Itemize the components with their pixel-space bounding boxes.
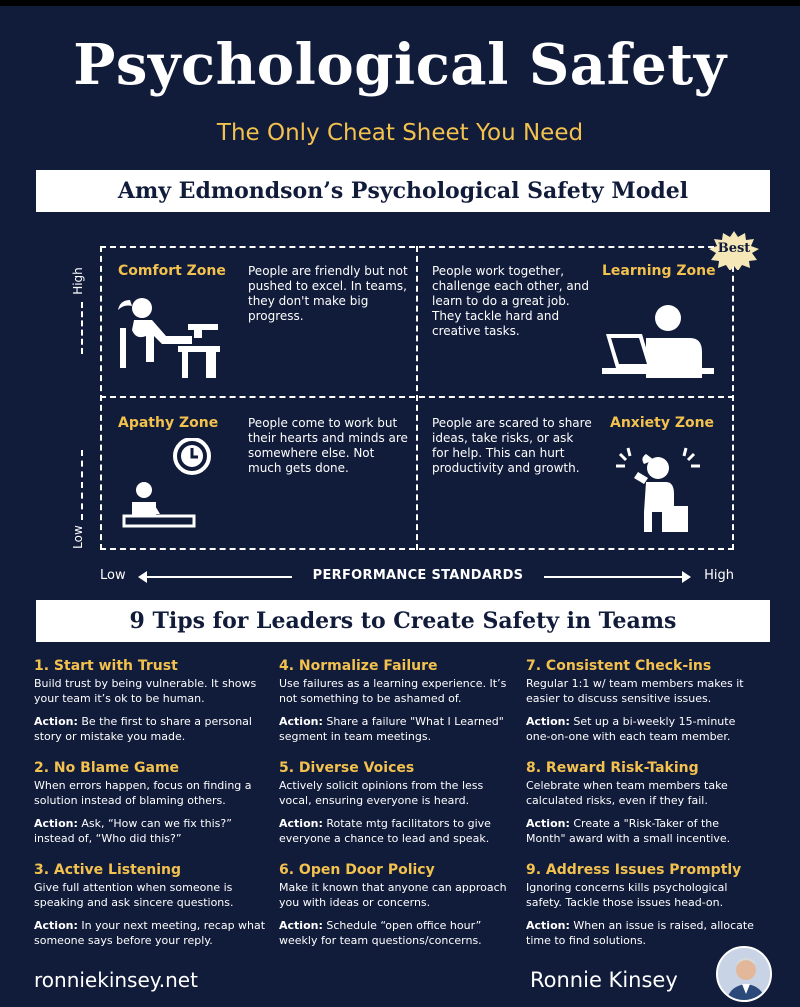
tip-action-label: Action: [279, 919, 323, 932]
tips-heading: 9 Tips for Leaders to Create Safety in Teams [36, 600, 770, 642]
tip-action [279, 918, 511, 948]
author-name: Ronnie Kinsey [530, 968, 678, 992]
tip-action [34, 714, 266, 744]
author-portrait-icon [718, 948, 772, 1002]
tip-4 [279, 658, 511, 744]
stressed-person-icon [614, 440, 706, 536]
y-axis-high: High [70, 267, 85, 295]
tip-action-label: Action: [279, 817, 323, 830]
laptop-worker-icon [600, 294, 718, 380]
y-axis-line-top [81, 302, 83, 354]
tip-body: Celebrate when team members take calculated risks, even if they fail. [526, 779, 728, 807]
tip-action [279, 714, 511, 744]
tip-9 [526, 862, 758, 948]
page-subtitle: The Only Cheat Sheet You Need [216, 120, 584, 146]
anxiety-zone-text: People are scared to share ideas, take risks, or ask for help. This can hurt productivity and growth. [432, 416, 592, 475]
tip-action [526, 714, 758, 744]
tip-body: Ignoring concerns kills psychological safety. Tackle those issues head-on. [526, 881, 728, 909]
comfort-zone-text: People are friendly but not pushed to excel. In teams, they don't make big progress. [248, 264, 408, 323]
tip-action-text: Set up a bi-weekly 15-minute one-on-one with each team member. [526, 715, 736, 743]
x-axis-label: PERFORMANCE STANDARDS [312, 568, 524, 583]
tip-body: Build trust by being vulnerable. It shows your team it’s ok to be human. [34, 677, 257, 705]
tip-action-text: Schedule “open office hour” weekly for team questions/concerns. [279, 919, 482, 947]
tip-title: 8. Reward Risk-Taking [526, 760, 699, 776]
bored-worker-icon [120, 438, 220, 532]
x-axis-line-right [544, 576, 684, 578]
website-link[interactable]: ronniekinsey.net [34, 968, 198, 992]
y-axis-low: Low [70, 525, 85, 549]
arrow-right-icon [682, 571, 691, 583]
page-title: Psychological Safety [73, 32, 727, 98]
tip-action-text: When an issue is raised, allocate time to find solutions. [526, 919, 754, 947]
grid-divider-horizontal [100, 396, 734, 398]
tip-3 [34, 862, 266, 948]
learning-zone-title: Learning Zone [602, 263, 716, 279]
tip-title: 7. Consistent Check-ins [526, 658, 712, 674]
tip-action [34, 816, 266, 846]
tip-action-text: Rotate mtg facilitators to give everyone a chance to lead and speak. [279, 817, 491, 845]
tip-action-label: Action: [526, 817, 570, 830]
tip-action-label: Action: [279, 715, 323, 728]
safety-model [0, 230, 800, 590]
x-axis-low: Low [100, 568, 126, 583]
tip-action [279, 816, 511, 846]
tip-body: When errors happen, focus on finding a solution instead of blaming others. [34, 779, 252, 807]
model-heading: Amy Edmondson’s Psychological Safety Model [36, 170, 770, 212]
tip-title: 9. Address Issues Promptly [526, 862, 742, 878]
y-axis-line-bottom [81, 450, 83, 520]
grid-divider-vertical [416, 246, 418, 550]
tip-action-label: Action: [526, 919, 570, 932]
tip-action-label: Action: [34, 919, 78, 932]
tip-title: 6. Open Door Policy [279, 862, 435, 878]
tip-action [526, 816, 758, 846]
tip-title: 4. Normalize Failure [279, 658, 438, 674]
tips-list [34, 658, 774, 958]
tip-5 [279, 760, 511, 846]
apathy-zone-text: People come to work but their hearts and minds are somewhere else. Not much gets done. [248, 416, 408, 475]
tip-8 [526, 760, 758, 846]
relaxing-person-icon [108, 288, 230, 380]
tip-action [34, 918, 266, 948]
avatar [716, 946, 772, 1002]
tip-action-text: Create a "Risk-Taker of the Month" award with a small incentive. [526, 817, 731, 845]
tip-title: 5. Diverse Voices [279, 760, 415, 776]
tip-1 [34, 658, 266, 744]
tip-2 [34, 760, 266, 846]
tip-action-label: Action: [34, 817, 78, 830]
infographic [0, 6, 800, 1007]
tip-title: 2. No Blame Game [34, 760, 180, 776]
x-axis-high: High [704, 568, 734, 583]
tip-action-label: Action: [526, 715, 570, 728]
anxiety-zone-title: Anxiety Zone [610, 415, 715, 431]
learning-zone-text: People work together, challenge each other, and learn to do a great job. They tackle hard and creative tasks. [432, 264, 589, 338]
x-axis-line-left [142, 576, 292, 578]
tip-action-text: Ask, “How can we fix this?” instead of, “Who did this?” [34, 817, 232, 845]
tip-action-text: In your next meeting, recap what someone says before your reply. [34, 919, 266, 947]
x-axis [100, 568, 734, 586]
tip-body: Actively solicit opinions from the less vocal, ensuring everyone is heard. [279, 779, 484, 807]
tip-action-text: Be the first to share a personal story or mistake you made. [34, 715, 252, 743]
comfort-zone-title: Comfort Zone [118, 263, 226, 279]
tip-action [526, 918, 758, 948]
tip-body: Make it known that anyone can approach you with ideas or concerns. [279, 881, 507, 909]
tip-action-label: Action: [34, 715, 78, 728]
apathy-zone-title: Apathy Zone [118, 415, 219, 431]
tip-title: 1. Start with Trust [34, 658, 178, 674]
tip-title: 3. Active Listening [34, 862, 182, 878]
best-badge-label: Best [717, 241, 751, 256]
tip-body: Use failures as a learning experience. It’s not something to be ashamed of. [279, 677, 507, 705]
tip-body: Give full attention when someone is speaking and ask sincere questions. [34, 881, 234, 909]
tip-7 [526, 658, 758, 744]
tip-body: Regular 1:1 w/ team members makes it easier to discuss sensitive issues. [526, 677, 744, 705]
tip-action-text: Share a failure "What I Learned" segment in team meetings. [279, 715, 504, 743]
tip-6 [279, 862, 511, 948]
